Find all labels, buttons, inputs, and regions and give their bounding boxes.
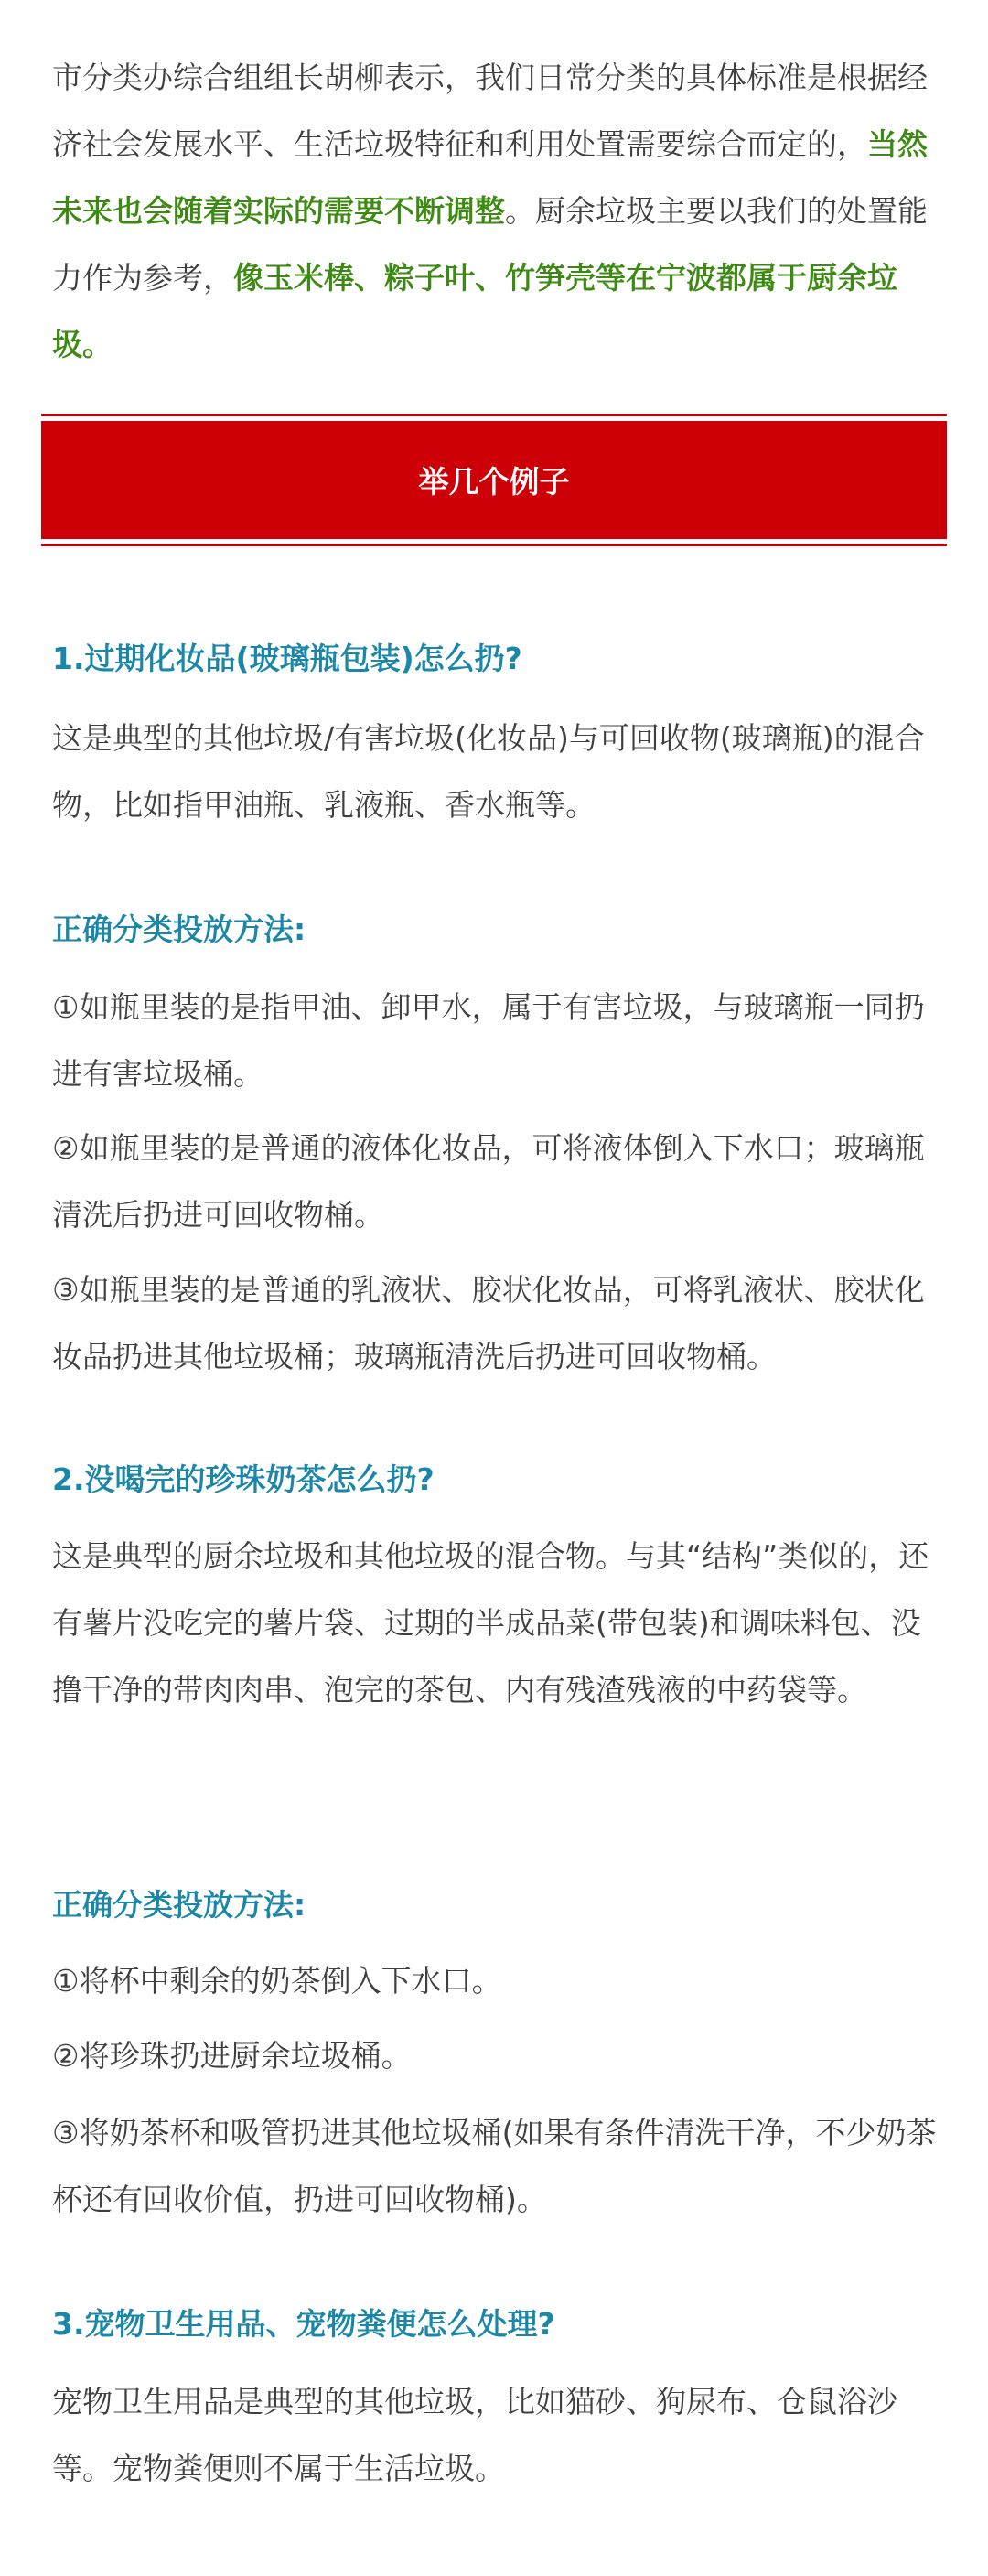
example2-method-title: 正确分类投放方法: bbox=[52, 1887, 306, 1923]
intro-highlight: 当然未来也会随着实际的需要不断调整 bbox=[52, 126, 928, 229]
example2-desc: 这是典型的厨余垃圾和其他垃圾的混合物。与其“结构”类似的，还有薯片没吃完的薯片袋、过期的半成品菜(带包装)和调味料包、没撸干净的带肉肉串、泡完的茶包、内有残渣残液的中药袋等。 bbox=[52, 1538, 929, 1708]
example2-title: 2.没喝完的珍珠奶茶怎么扔? bbox=[52, 1461, 435, 1497]
example1-step-2: ②如瓶里装的是普通的液体化妆品，可将液体倒入下水口；玻璃瓶清洗后扔进可回收物桶。 bbox=[52, 1130, 925, 1233]
example1-step-1: ①如瓶里装的是指甲油、卸甲水，属于有害垃圾，与玻璃瓶一同扔进有害垃圾桶。 bbox=[52, 989, 925, 1092]
example2-step-2: ②将珍珠扔进厨余垃圾桶。 bbox=[52, 2038, 412, 2074]
example3-desc: 宠物卫生用品是典型的其他垃圾，比如猫砂、狗尿布、仓鼠浴沙等。宠物粪便则不属于生活垃圾。 bbox=[52, 2384, 897, 2486]
example3-title: 3.宠物卫生用品、宠物粪便怎么处理? bbox=[52, 2306, 555, 2342]
intro-text: 市分类办综合组组长胡柳表示，我们日常分类的具体标准是根据经济社会发展水平、生活垃圾特征和利用处置需要综合而定的， bbox=[52, 59, 928, 162]
section-banner bbox=[41, 414, 947, 546]
intro-highlight-2: 像玉米棒、粽子叶、竹笋壳等在宁波都属于厨余垃圾。 bbox=[52, 260, 897, 362]
example1-desc: 这是典型的其他垃圾/有害垃圾(化妆品)与可回收物(玻璃瓶)的混合物，比如指甲油瓶、乳液瓶、香水瓶等。 bbox=[52, 720, 925, 823]
example1-step-3: ③如瓶里装的是普通的乳液状、胶状化妆品，可将乳液状、胶状化妆品扔进其他垃圾桶；玻璃瓶清洗后扔进可回收物桶。 bbox=[52, 1272, 925, 1374]
intro-text-2: 。厨余垃圾主要以我们的处置能力作为参考， bbox=[52, 193, 928, 296]
intro-paragraph bbox=[52, 44, 940, 378]
example2-step-1: ①将杯中剩余的奶茶倒入下水口。 bbox=[52, 1963, 502, 1999]
example1-method-title: 正确分类投放方法: bbox=[52, 911, 306, 947]
example1-title: 1.过期化妆品(玻璃瓶包装)怎么扔? bbox=[52, 641, 522, 676]
example2-step-3: ③将奶茶杯和吸管扔进其他垃圾桶(如果有条件清洗干净，不少奶茶杯还有回收价值，扔进可回收物桶)。 bbox=[52, 2115, 937, 2217]
banner-title: 举几个例子 bbox=[41, 421, 947, 539]
